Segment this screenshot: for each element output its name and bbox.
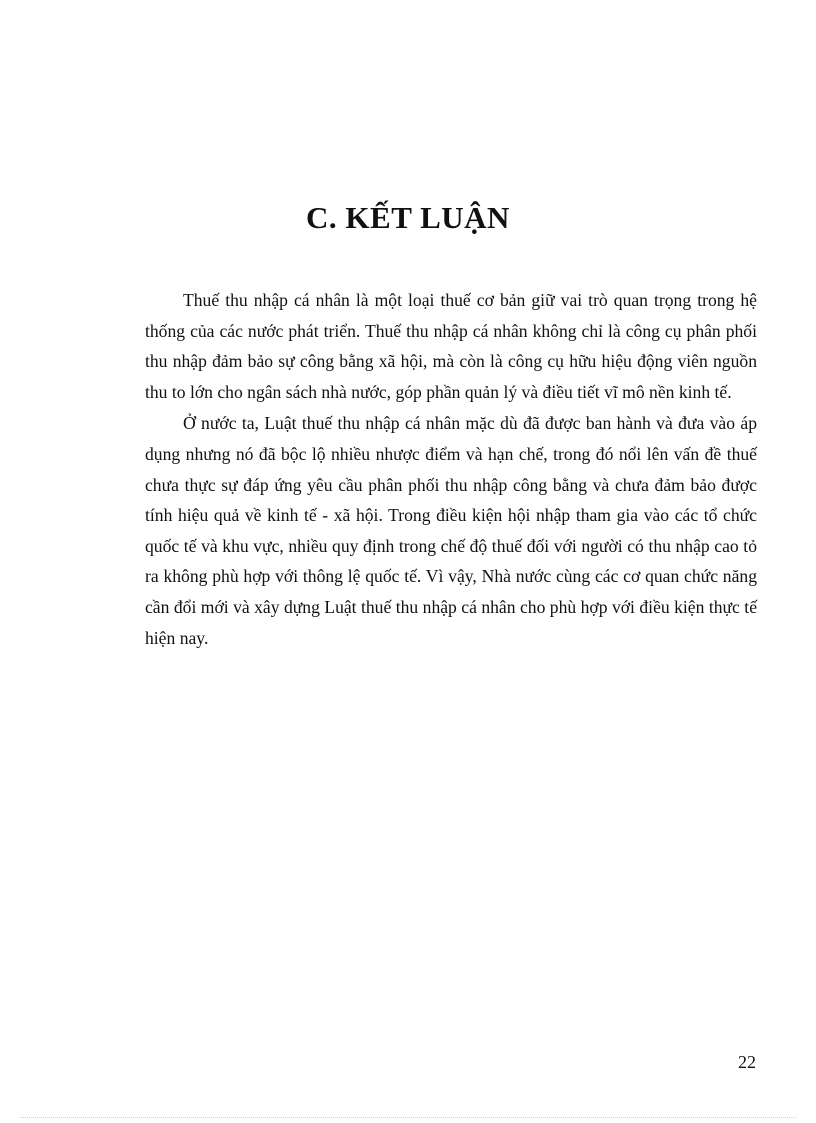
paragraph-2: Ở nước ta, Luật thuế thu nhập cá nhân mặc dù đã được ban hành và đưa vào áp dụng nhưng nó đã bộc lộ nhiều nhược điểm và hạn chế, trong đó nổi lên vấn đề thuế chưa thực sự đáp ứng yêu cầu phân phối thu nhập công bằng và chưa đảm bảo được tính hiệu quả về kinh tế - xã hội. Trong điều kiện hội nhập tham gia vào các tổ chức quốc tế và khu vực, nhiều quy định trong chế độ thuế đối với người có thu nhập cao tỏ ra không phù hợp với thông lệ quốc tế. Vì vậy, Nhà nước cùng các cơ quan chức năng cần đổi mới và xây dựng Luật thuế thu nhập cá nhân cho phù hợp với điều kiện thực tế hiện nay.: [145, 413, 757, 648]
paragraph-1: Thuế thu nhập cá nhân là một loại thuế cơ bản giữ vai trò quan trọng trong hệ thống của các nước phát triển. Thuế thu nhập cá nhân không chỉ là công cụ phân phối thu nhập đảm bảo sự công bằng xã hội, mà còn là công cụ hữu hiệu động viên nguồn thu to lớn cho ngân sách nhà nước, góp phần quản lý và điều tiết vĩ mô nền kinh tế.: [145, 290, 757, 402]
section-title: C. KẾT LUẬN: [306, 200, 510, 235]
body-text: [145, 285, 757, 654]
page-bottom-divider: [20, 1117, 796, 1118]
page-number: 22: [738, 1052, 756, 1072]
